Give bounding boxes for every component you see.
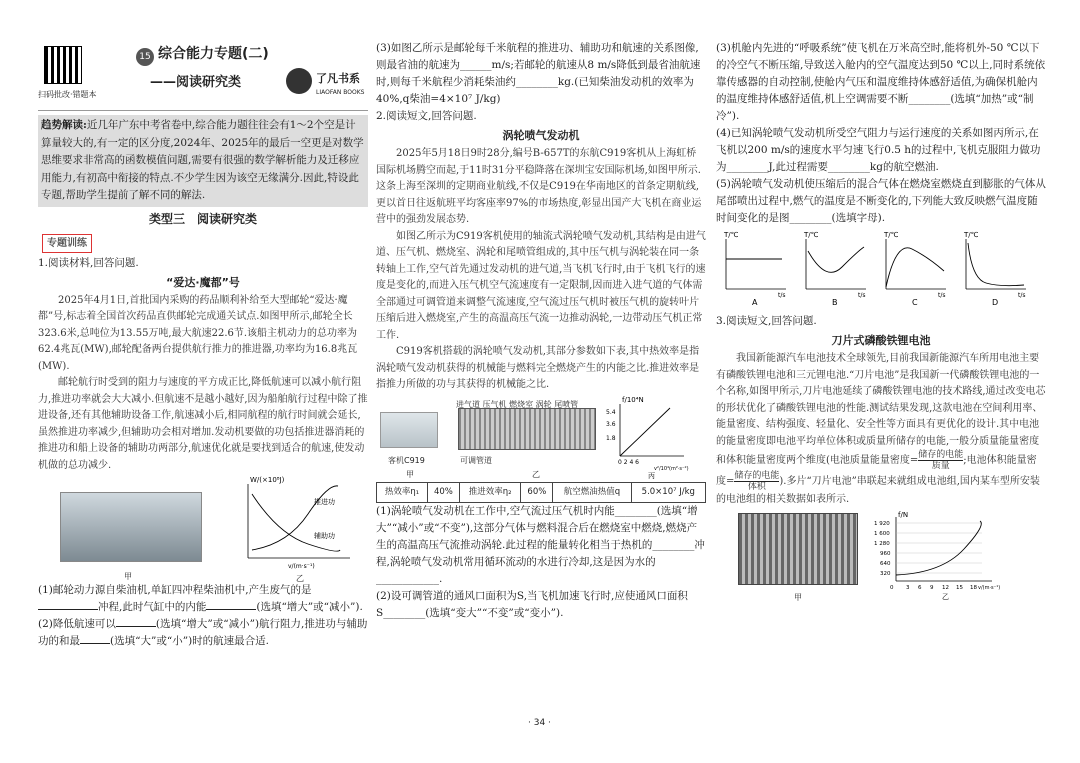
svg-text:18: 18 — [970, 584, 977, 591]
publisher-name: 了凡书系 — [316, 72, 360, 85]
svg-text:t/s: t/s — [1018, 292, 1026, 299]
q1-paragraph-1: 2025年4月1日,首批国内采购的药品顺利补给至大型邮轮“爱达·魔都”号,标志着全国首次药品直供邮轮完成通关试点.如图甲所示,邮轮全长323.6米,总吨位为13.55万吨,最大航速22.6节.该船主机动力的总功率为62.4兆瓦(MW),邮轮配备两台提供航行推力的推进器,功率均为16.8兆瓦(MW). — [38, 294, 358, 372]
push-work-curve — [252, 486, 338, 550]
q2-title: 涡轮喷气发动机 — [502, 129, 580, 142]
exercise-tag: 专题训练 — [42, 234, 92, 253]
topic-number-badge: 15 — [136, 48, 154, 66]
svg-text:1 920: 1 920 — [874, 520, 890, 527]
svg-text:3: 3 — [906, 584, 910, 591]
option-b-curve — [808, 247, 864, 272]
trend-label: 趋势解读: — [41, 119, 87, 131]
svg-text:t/s: t/s — [938, 292, 946, 299]
svg-text:1 280: 1 280 — [874, 540, 890, 547]
chart-ylabel: W/(×10⁸J) — [250, 476, 285, 484]
svg-text:T/℃: T/℃ — [724, 231, 739, 239]
qr-code[interactable] — [44, 46, 82, 84]
svg-text:12: 12 — [942, 584, 949, 591]
q1-paragraph-2: 邮轮航行时受到的阻力与速度的平方成正比,降低航速可以减小航行阻力,推进功率就会大大减小.但航速不是越小越好,因为船舶航行过程中除了推进设备,还有其他辅助设备工作,航速减小后,相同航程的航行时间就会延长,虽然推进功率减少,但辅助功会相对增加.发动机要做的功包括推进器消耗的推进功和船上设备的辅助功两部分,航速优化就是要找到适合的航速,使发动机做的总功减少. — [38, 377, 368, 471]
svg-text:15: 15 — [956, 584, 963, 591]
engine-parts-labels: 进气道 压气机 燃烧室 涡轮 尾喷管 — [456, 399, 579, 409]
svg-text:1 600: 1 600 — [874, 530, 890, 537]
q1-stem: 1.阅读材料,回答问题. — [38, 256, 139, 269]
q1-work-chart — [228, 474, 358, 574]
battery-force-graph — [872, 509, 1012, 601]
fig-label-b: 乙 — [942, 592, 949, 601]
svg-text:0 2 4 6: 0 2 4 6 — [618, 458, 639, 466]
q1-sub1: (1)邮轮动力源自柴油机,单缸四冲程柴油机中,产生废气的是 冲程,此时气缸中的内能 (选填“增大”或“减小”). — [38, 584, 363, 613]
publisher-name-en: LIAOFAN BOOKS — [316, 89, 365, 96]
push-work-label: 推进功 — [314, 498, 335, 506]
q3-stem: 3.阅读短文,回答问题. — [716, 315, 817, 327]
cruise-ship-image — [60, 492, 202, 562]
fig-label-c: 丙 — [648, 471, 655, 480]
option-a-label: A — [752, 298, 758, 307]
q2-sub5: (5)涡轮喷气发动机使压缩后的混合气体在燃烧室燃烧直到膨胀的气体从尾部喷出过程中,燃气的温度是不断变化的,下列能大致反映燃气温度随时间变化的是图________(选填字母). — [716, 178, 1046, 224]
fig-label-a: 甲 — [406, 469, 414, 479]
option-d-label: D — [992, 298, 999, 307]
svg-text:9: 9 — [930, 584, 934, 591]
option-b-label: B — [832, 298, 838, 307]
page-number: · 34 · — [528, 718, 551, 728]
graph-ylabel: f/N — [898, 510, 909, 519]
option-c-label: C — [912, 298, 918, 307]
battery-force-curve — [896, 521, 981, 575]
q1-sub2: (2)降低航速可以 (选填“增大”或“减小”)航行阻力,推进功与辅助功的和最 (选填“大”或“小”)时的航速最合适. — [38, 618, 368, 647]
publisher-logo-icon — [286, 68, 312, 94]
qr-caption: 扫码批改·错题本 — [38, 90, 97, 99]
engine-param-table: 热效率η₁ 40% 推进效率η₂ 60% 航空燃油热值q 5.0×10⁷ J/kg — [376, 482, 706, 503]
q3-title: 刀片式磷酸铁锂电池 — [831, 334, 931, 347]
pipe-label: 可调管道 — [460, 455, 492, 465]
page-subtitle: ——阅读研究类 — [150, 75, 242, 90]
plane-label: 客机C919 — [388, 455, 425, 465]
engine-diagram — [458, 408, 596, 450]
aux-work-label: 辅助功 — [314, 532, 335, 540]
svg-text:960: 960 — [880, 550, 891, 557]
svg-text:T/℃: T/℃ — [964, 231, 979, 239]
graph-ylabel: f/10⁴N — [622, 395, 644, 404]
svg-text:0: 0 — [890, 584, 894, 591]
svg-text:640: 640 — [880, 560, 891, 567]
section-title: 类型三 阅读研究类 — [148, 211, 257, 226]
plane-image — [380, 412, 438, 448]
svg-text:5.4: 5.4 — [606, 408, 616, 416]
q2-paragraph-1: 2025年5月18日9时28分,编号B-657T的东航C919客机从上海虹桥国际机场腾空而起,于11时31分平稳降落在深圳宝安国际机场,如图甲所示.这条上海至深圳的定期商业航线,不仅是C919在华南地区的首条定期航线,更以首日往返航班平均客座率97%的市场热度,彰显出国产大飞机在商业运营中的强劲发展态势. — [376, 148, 702, 225]
q2-paragraph-3: C919客机搭载的涡轮喷气发动机,其部分参数如下表,其中热效率是指涡轮喷气发动机获得的机械能与燃料完全燃烧产生的内能之比.推进效率是指推力所做的功与其获得的机械能之比. — [376, 346, 700, 390]
svg-text:T/℃: T/℃ — [804, 231, 819, 239]
fig-label-a: 甲 — [124, 572, 132, 581]
fig-label-b: 乙 — [532, 469, 540, 479]
q2-stem: 2.阅读短文,回答问题. — [376, 110, 477, 122]
q3-figure — [716, 509, 1046, 601]
q1-title: “爱达·魔都”号 — [166, 275, 240, 289]
q2-sub3: (3)机舱内先进的“呼吸系统”使飞机在万米高空时,能将机外-50 ℃以下的冷空气不断压缩,导致送入舱内的空气温度达到50 ℃以上,同时系统依靠传感器的自动控制,使舱内气压和温度维持体感舒适值,为确保机舱内的温度维持体感舒适值,机上空调需要不断________(选填“加热”或“制冷”). — [716, 42, 1046, 122]
svg-text:6: 6 — [918, 584, 922, 591]
drag-line — [620, 408, 670, 456]
svg-text:v/(m·s⁻¹): v/(m·s⁻¹) — [978, 584, 1001, 591]
q2-sub1: (1)涡轮喷气发动机在工作中,空气流过压气机时内能________(选填“增大”“减小”或“不变”),这部分气体与燃料混合后在燃烧室中燃烧,燃烧产生的高温高压气流推动涡轮.此过程的能量转化相当于热机的________冲程,涡轮喷气发动机常用循环流动的水进行冷却,这是因为水的____________. — [376, 504, 705, 585]
column-right — [716, 40, 1046, 601]
q2-figure — [376, 394, 706, 482]
trend-box — [38, 115, 368, 207]
temperature-options — [716, 227, 1036, 307]
q1-figure — [38, 474, 368, 582]
page-title: 综合能力专题(二) — [158, 46, 269, 62]
option-d-curve — [968, 243, 1024, 286]
svg-text:320: 320 — [880, 570, 891, 577]
svg-text:3.6: 3.6 — [606, 420, 616, 428]
q2-paragraph-2: 如图乙所示为C919客机使用的轴流式涡轮喷气发动机,其结构是由进气道、压气机、燃烧室、涡轮和尾喷管组成的,其中压气机与涡轮装在同一条转轴上工作,空气首先通过发动机的进气道,当飞机飞行时,由于飞机飞行的速度是变化的,而进入压气机空气流速度有一定限制,因而进入进气道的气体需全部通过可调管道来调整气流速度,空气流过压气机时被压气机的旋转叶片压缩后进入燃烧室,产生的高温高压气流一边推动涡轮,一边带动压气机正常工作. — [376, 230, 706, 341]
trend-text: 近几年广东中考省卷中,综合能力题往往会有1～2个空是计算量较大的,有一定的区分度,2024年、2025年的最后一空更是对数学思维要求非常高的函数模值问题,需要有很强的数学解析能力及迁移应用能力,有初高中衔接的特点.不少学生因为该空无缘满分.因此,特设此专题,帮助学生提前了解不同的解法. — [41, 119, 364, 201]
blade-battery-image — [738, 513, 858, 585]
svg-text:t/s: t/s — [778, 292, 786, 299]
column-left — [38, 40, 368, 650]
column-middle — [376, 40, 706, 622]
q1-sub3: (3)如图乙所示是邮轮每千米航程的推进功、辅助功和航速的关系图像,则最省油的航速为______m/s;若邮轮的航速从8 m/s降低到最省油航速时,则每千米航程少消耗柴油约________kg.(已知柴油发动机的效率为40%,q柴油=4×10⁷ J/kg) — [376, 42, 701, 105]
option-c-curve — [886, 248, 944, 287]
svg-text:t/s: t/s — [858, 292, 866, 299]
q3-paragraph: 我国新能源汽车电池技术全球领先,目前我国新能源汽车所用电池主要有磷酸铁锂电池和三元锂电池.“刀片电池”是我国新一代磷酸铁锂电池的一个名称,如图甲所示,刀片电池延续了磷酸铁锂电池的技术路线,通过改变电芯的形状优化了磷酸铁锂电池的性能.测试结果发现,这款电池在空间利用率、能量密度、结构强度、轻量化、安全性等方面具有更优化的设计.其中电池的能量密度即电池平均单位体积或质量所储存的电能,一般分质量能量密度和体积能量密度两个维度(电池质量能量密度= 储存的电能 质量 ;电池体积能量密度= 储存的电能 体积 ).多片“刀片电池”串联起来就组成电池组,国内某车型所安装的电池组的相关数据如表所示. — [716, 353, 1046, 505]
chart-xlabel: v/(m·s⁻¹) — [288, 563, 315, 570]
fig-label-b: 乙 — [296, 574, 304, 583]
graph-xlabel: v²/10⁴(m²·s⁻²) — [654, 465, 689, 472]
drag-force-graph — [604, 394, 704, 480]
header — [38, 40, 368, 111]
fig-label-a: 甲 — [794, 592, 802, 602]
svg-text:1.8: 1.8 — [606, 434, 616, 442]
svg-text:T/℃: T/℃ — [884, 231, 899, 239]
q2-sub2: (2)设可调管道的通风口面积为S,当飞机加速飞行时,应使通风口面积S________(选填“变大”“不变”或“变小”). — [376, 589, 688, 619]
q2-sub4: (4)已知涡轮喷气发动机所受空气阻力与运行速度的关系如图丙所示,在飞机以200 m/s的速度水平匀速飞行0.5 h的过程中,飞机克服阻力做功为________J,此过程需要________kg的航空燃油. — [716, 127, 1041, 173]
